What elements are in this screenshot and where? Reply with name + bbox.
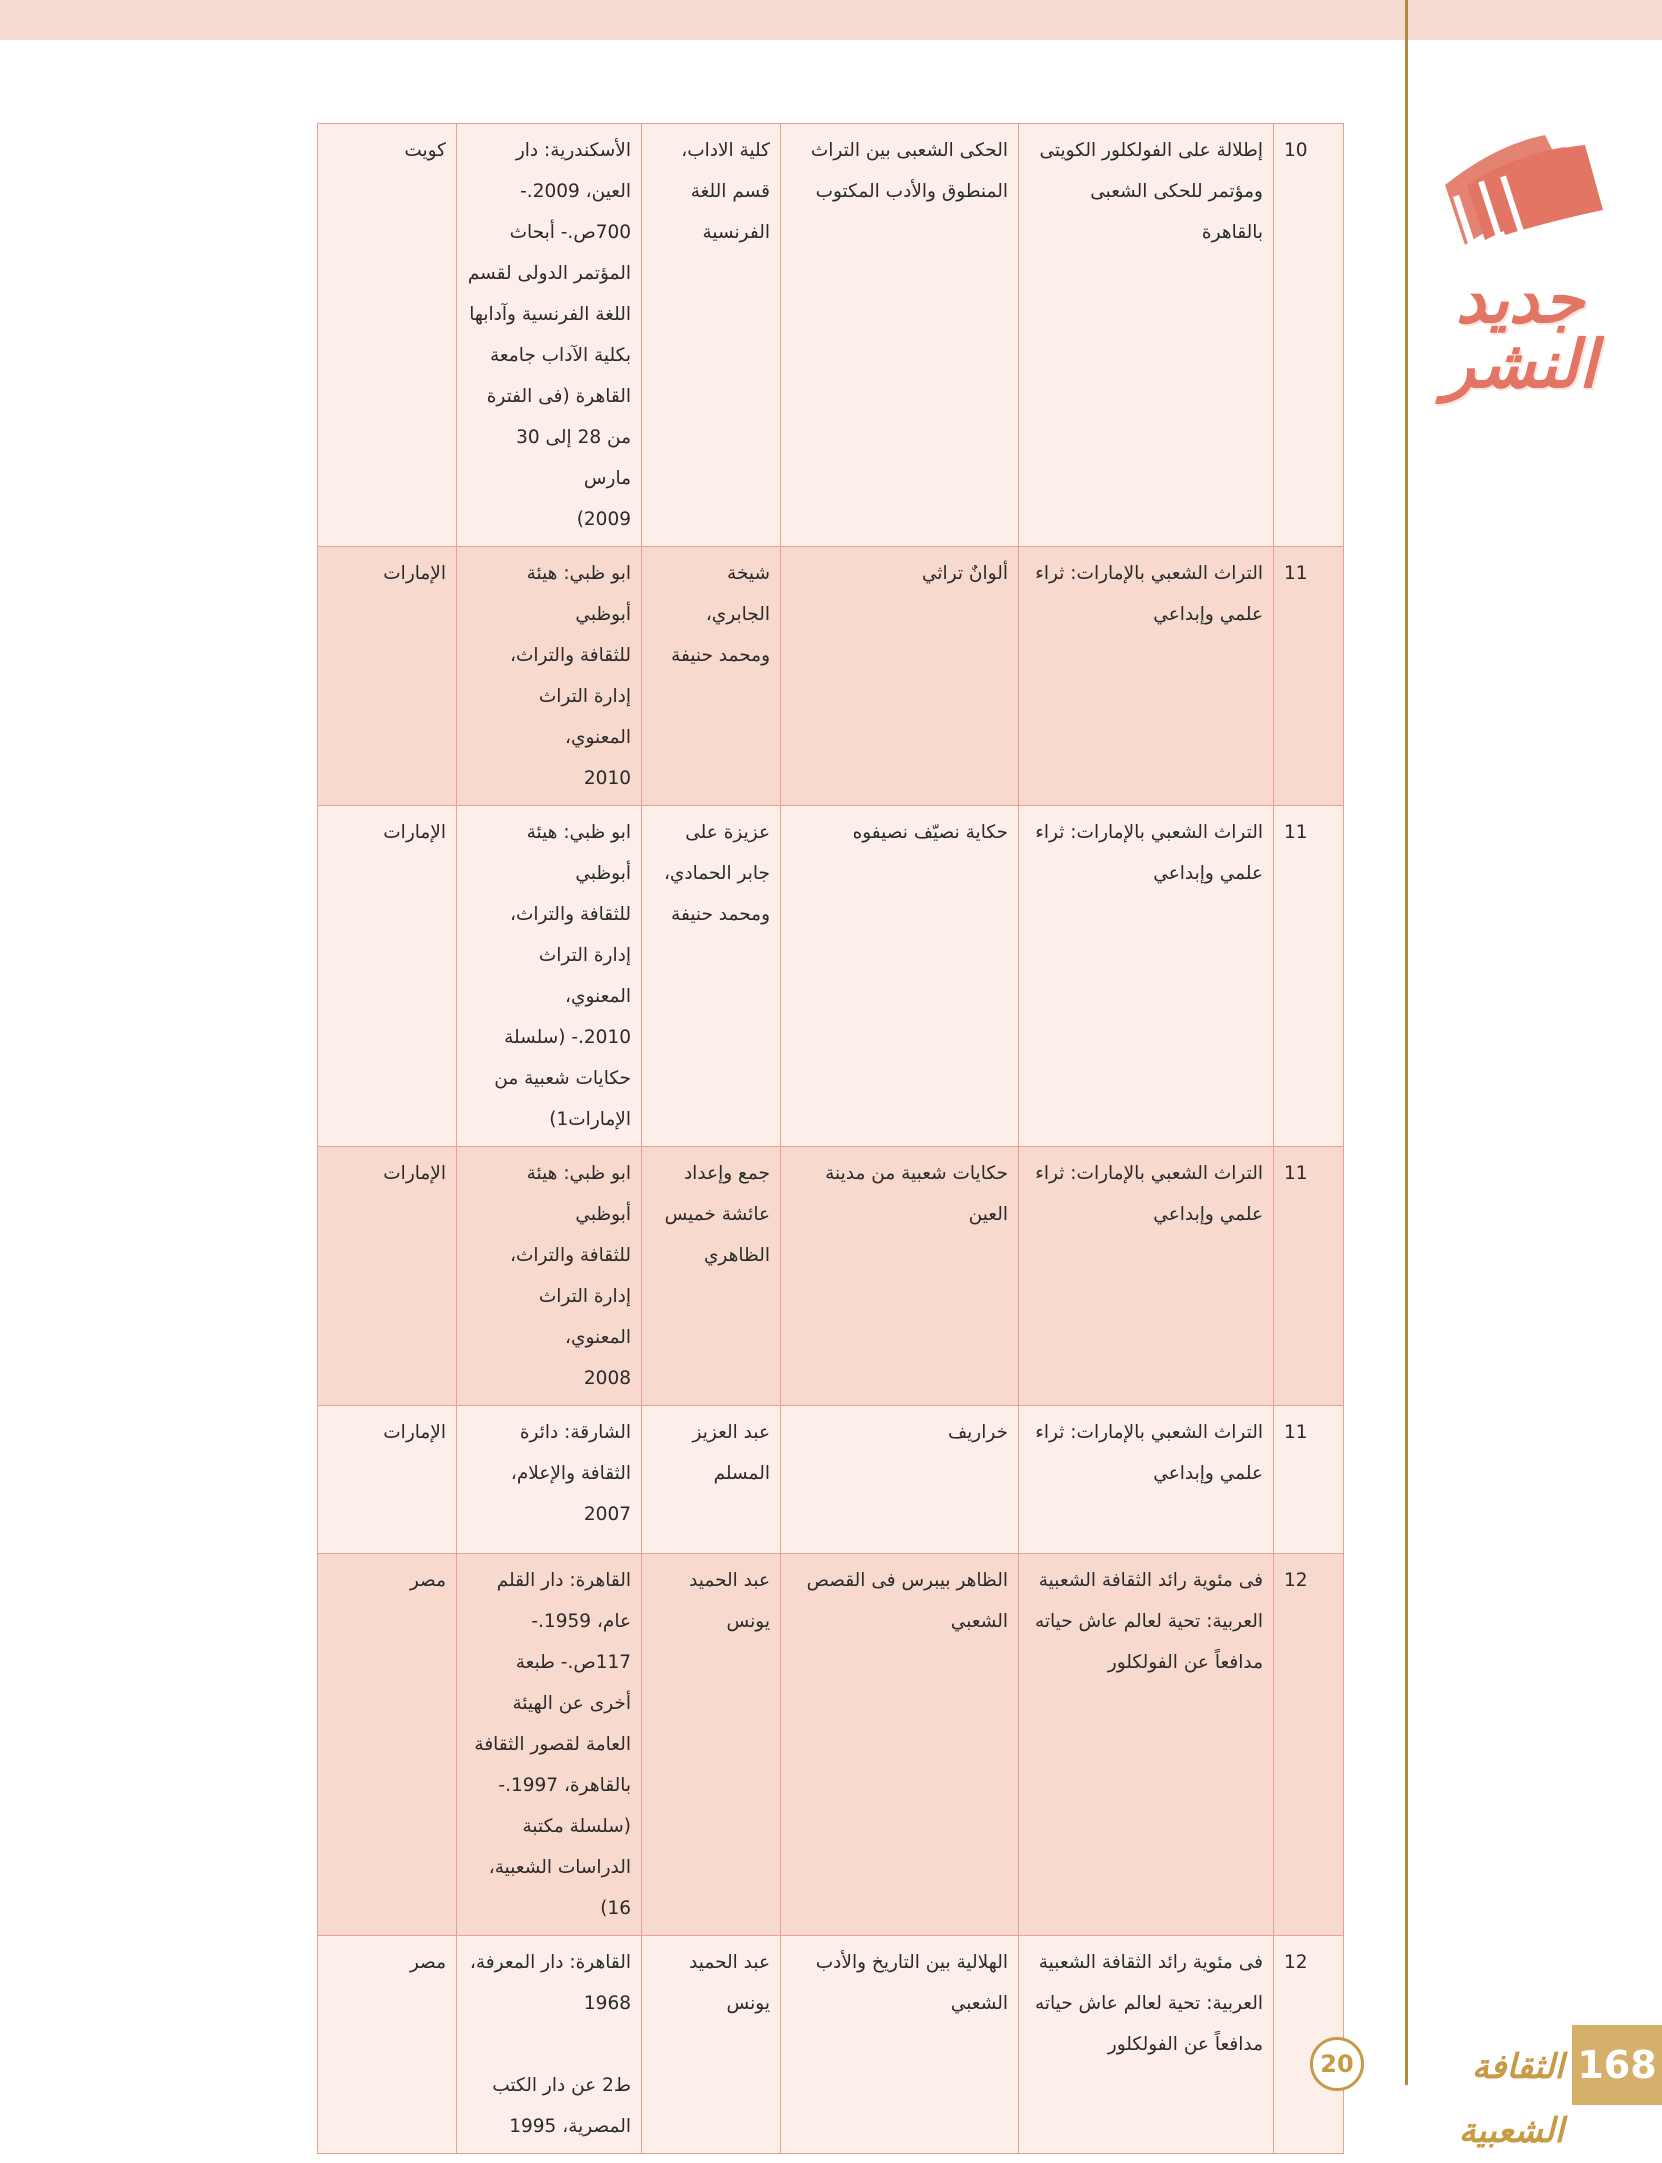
cell-text-line: فى مئوية رائد الثقافة الشعبية [1038,1570,1263,1591]
cell-text-line: اللغة الفرنسية وآدابها [469,304,631,325]
cell-author [642,1936,781,2154]
cell-author [642,124,781,547]
cell-author [642,1554,781,1936]
cell-text-line: الإمارات1) [549,1109,631,1130]
cell-text-line: القاهرة (فى الفترة [486,386,631,407]
cell-publisher [457,1936,642,2154]
cell-num: 10 [1274,124,1344,547]
cell-text-line: فى مئوية رائد الثقافة الشعبية [1038,1952,1263,1973]
cell-text-line: العربية: تحية لعالم عاش حياته [1034,1993,1263,2014]
cell-text-line: العين، 2009.- [520,181,631,202]
cell-num: 11 [1274,1406,1344,1554]
cell-text-line: الشارقة: دائرة [519,1422,631,1443]
table-row [318,806,1344,1147]
cell-country [318,547,457,806]
cell-text-line: عبد الحميد [689,1570,770,1591]
cell-text-line: الإمارات [383,1422,446,1443]
cell-text-line: 117ص.- طبعة [515,1652,631,1673]
cell-text-line: إطلالة على الفولكلور الكويتى [1039,140,1263,161]
cell-text-line: التراث الشعبي بالإمارات: ثراء [1035,1163,1263,1184]
cell-country [318,1147,457,1406]
cell-text-line: الحكى الشعبى بين التراث [810,140,1008,161]
logo-word-new: جديد [1455,261,1585,338]
cell-text-line: عزيزة على [685,822,770,843]
cell-text-line: إدارة التراث المعنوي، [538,945,631,1007]
cell-country [318,1936,457,2154]
issue-number-badge: 20 [1310,2037,1364,2091]
cell-text-line: عائشة خميس [664,1204,770,1225]
page-footer [1300,2025,1662,2151]
cell-num: 12 [1274,1936,1344,2154]
cell-text-line: التراث الشعبي بالإمارات: ثراء [1035,822,1263,843]
cell-text-line: الفرنسية [702,222,770,243]
cell-text-line: بالقاهرة، 1997.- [498,1775,631,1796]
cell-text-line: المؤتمر الدولى لقسم [467,263,631,284]
cell-country [318,124,457,547]
cell-text-line: جمع وإعداد [683,1163,770,1184]
cell-text-line: حكايات شعبية من مدينة [825,1163,1008,1184]
cell-title [781,1554,1019,1936]
cell-title [781,806,1019,1147]
logo-word-publishing: النشر [1443,326,1597,403]
cell-text-line: المسلم [713,1463,770,1484]
publications-table-wrapper [317,123,1343,2154]
gold-vertical-rule [1405,0,1408,2085]
cell-text-line: 2007 [583,1504,631,1525]
cell-text-line: أخرى عن الهيئة [512,1693,631,1714]
cell-publisher [457,806,642,1147]
cell-text-line: الإمارات [383,1163,446,1184]
cell-study [1019,1406,1274,1554]
cell-text-line: علمي وإبداعي [1153,1204,1263,1225]
cell-text-line: ألوانٌ تراثي [921,563,1008,584]
cell-publisher [457,1147,642,1406]
cell-publisher [457,1554,642,1936]
cell-text-line: علمي وإبداعي [1153,863,1263,884]
cell-text-line: المنطوق والأدب المكتوب [815,181,1008,202]
cell-study [1019,1936,1274,2154]
cell-text-line: مدافعاً عن الفولكلور [1107,2034,1263,2055]
table-row [318,1406,1344,1554]
cell-text-line: كويت [404,140,446,161]
page-number: 168 [1572,2025,1662,2105]
cell-text-line: للثقافة والتراث، [509,1245,631,1266]
cell-text-line: مصر [409,1570,446,1591]
cell-text-line: الشعبي [950,1611,1008,1632]
cell-text-line: ابو ظبي: هيئة أبوظبي [526,563,631,625]
cell-text-line: الجابري، [705,604,770,625]
cell-title [781,1936,1019,2154]
cell-country [318,1554,457,1936]
cell-study [1019,1147,1274,1406]
cell-author [642,806,781,1147]
cell-text-line: علمي وإبداعي [1153,604,1263,625]
cell-text-line: الإمارات [383,822,446,843]
cell-text-line: 2010.- (سلسلة [504,1027,631,1048]
table-row [318,1936,1344,2154]
cell-text-line: حكاية نصيّف نصيفوه [852,822,1008,843]
cell-text-line: 700ص.- أبحاث [509,222,631,243]
cell-text-line: يونس [726,1993,770,2014]
cell-author [642,1147,781,1406]
cell-study [1019,1554,1274,1936]
cell-text-line: ابو ظبي: هيئة أبوظبي [526,1163,631,1225]
cell-text-line: للثقافة والتراث، [509,645,631,666]
cell-text-line: العين [968,1204,1008,1225]
cell-text-line: 2010 [583,768,631,789]
cell-text-line: العربية: تحية لعالم عاش حياته [1034,1611,1263,1632]
cell-text-line: 1968 [583,1993,631,2014]
cell-publisher [457,124,642,547]
cell-text-line: الدراسات الشعبية، [488,1857,631,1878]
cell-publisher [457,1406,642,1554]
cell-text-line: ابو ظبي: هيئة أبوظبي [526,822,631,884]
cell-text-line: التراث الشعبي بالإمارات: ثراء [1035,1422,1263,1443]
cell-text-line: مصر [409,1952,446,1973]
cell-text-line: التراث الشعبي بالإمارات: ثراء [1035,563,1263,584]
cell-title [781,1147,1019,1406]
cell-text-line: للثقافة والتراث، [509,904,631,925]
publications-table [317,123,1344,2154]
table-row [318,1147,1344,1406]
cell-text-line: الهلالية بين التاريخ والأدب [815,1952,1008,1973]
cell-text-line: القاهرة: دار القلم [496,1570,631,1591]
cell-num: 12 [1274,1554,1344,1936]
cell-text-line: ومؤتمر للحكى الشعبى [1090,181,1263,202]
cell-text-line: الثقافة والإعلام، [510,1463,631,1484]
new-publications-logo [1425,125,1615,435]
cell-text-line: الأسكندرية: دار [515,140,631,161]
cell-text-line: العامة لقصور الثقافة [474,1734,631,1755]
cell-text-line: شيخة [727,563,770,584]
cell-text-line: حكايات شعبية من [494,1068,631,1089]
cell-text-line: قسم اللغة [690,181,770,202]
cell-title [781,124,1019,547]
cell-author [642,1406,781,1554]
cell-text-line [467,2024,631,2065]
cell-title [781,1406,1019,1554]
cell-num: 11 [1274,806,1344,1147]
cell-text-line: ط2 عن دار الكتب [492,2075,631,2096]
cell-text-line: بكلية الآداب جامعة [489,345,631,366]
cell-text-line: الشعبي [950,1993,1008,2014]
table-row [318,547,1344,806]
cell-text-line: ومحمد حنيفة [671,904,770,925]
top-color-band [0,0,1662,40]
cell-text-line: 16) [600,1898,631,1919]
magazine-title: الثقافة الشعبية [1458,2047,1564,2151]
table-body [318,124,1344,2154]
cell-text-line: عبد الحميد [689,1952,770,1973]
cell-publisher [457,547,642,806]
cell-text-line: خراريف [947,1422,1008,1443]
cell-country [318,1406,457,1554]
cell-text-line: الإمارات [383,563,446,584]
cell-text-line: عام، 1959.- [531,1611,631,1632]
cell-text-line: مدافعاً عن الفولكلور [1107,1652,1263,1673]
cell-study [1019,806,1274,1147]
cell-text-line: بالقاهرة [1201,222,1263,243]
cell-text-line: القاهرة: دار المعرفة، [469,1952,631,1973]
cell-author [642,547,781,806]
cell-text-line: المصرية، 1995 [509,2116,631,2137]
table-row [318,124,1344,547]
table-row [318,1554,1344,1936]
cell-text-line: الظاهري [703,1245,770,1266]
cell-country [318,806,457,1147]
cell-text-line: علمي وإبداعي [1153,1463,1263,1484]
cell-text-line: عبد العزيز [692,1422,770,1443]
book-stripes-icon [1425,125,1615,265]
cell-text-line: يونس [726,1611,770,1632]
cell-text-line: إدارة التراث المعنوي، [538,686,631,748]
cell-study [1019,124,1274,547]
cell-text-line: (سلسلة مكتبة [522,1816,631,1837]
cell-title [781,547,1019,806]
cell-text-line: جابر الحمادي، [663,863,770,884]
cell-text-line: إدارة التراث المعنوي، [538,1286,631,1348]
cell-num: 11 [1274,1147,1344,1406]
cell-text-line: الظاهر بيبرس فى القصص [806,1570,1008,1591]
cell-text-line: ومحمد حنيفة [671,645,770,666]
cell-text-line: من 28 إلى 30 مارس [516,427,631,489]
cell-text-line: كلية الاداب، [681,140,770,161]
cell-num: 11 [1274,547,1344,806]
cell-text-line: 2009) [576,509,631,530]
cell-text-line: 2008 [583,1368,631,1389]
cell-study [1019,547,1274,806]
